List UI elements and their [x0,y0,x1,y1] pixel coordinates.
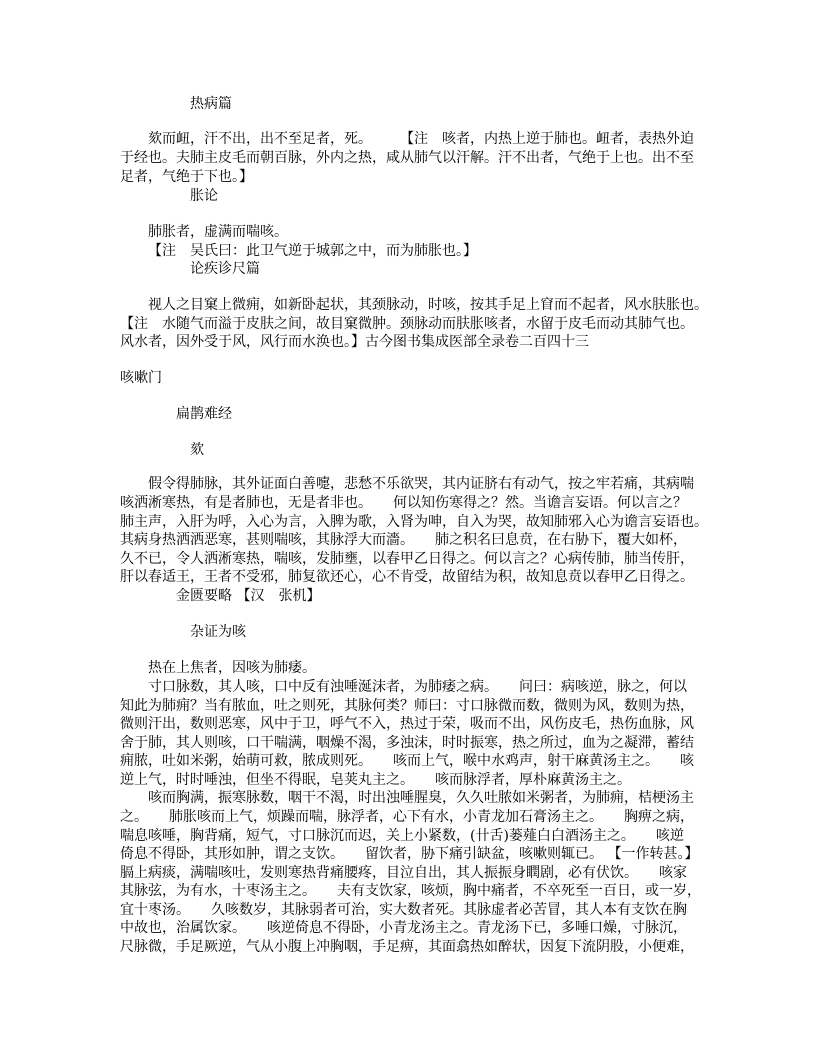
text-line: 热在上焦者，因咳为肺痿。 [148,660,316,676]
text-line: 欬而衄，汗不出，出不至足者，死。 【注 咳者，内热上逆于肺也。衄者，表热外迫 [148,131,694,147]
text-line: 其病身热洒洒恶寒，甚则喘咳，其脉浮大而濇。 肺之积名曰息贲，在右胁下，覆大如杯， [120,532,687,548]
text-line: 尺脉微，手足厥逆，气从小腹上冲胸咽，手足痹，其面翕热如醉状，因复下流阴股，小便难， [120,939,694,955]
text-line: 其脉弦，为有水，十枣汤主之。 夫有支饮家，咳烦，胸中痛者，不卒死至一百日，或一岁， [120,883,701,899]
text-line: 风水者，因外受于风，风行而水涣也。】古今图书集成医部全录卷二百四十三 [120,334,589,350]
text-line: 咳而胸满，振寒脉数，咽干不渴，时出浊唾腥臭，久久吐脓如米粥者，为肺痈，桔梗汤主 [148,790,694,806]
subsection-heading: 欬 [190,442,204,458]
section-heading: 论疾诊尺篇 [190,261,260,277]
text-line: 寸口脉数，其人咳，口中反有浊唾涎沫者，为肺痿之病。 问曰：病咳逆，脉之，何以 [148,679,687,695]
section-heading: 金匮要略 【汉 张机】 [176,588,321,604]
text-line: 于经也。夫肺主皮毛而朝百脉，外内之热，咸从肺气以汗解。汗不出者，气绝于上也。出不至 [120,150,694,166]
text-line: 【注 吴氏曰：此卫气逆于城郭之中，而为肺胀也。】 [148,243,477,259]
text-line: 足者，气绝于下也。】 [120,169,253,185]
text-line: 微则汗出，数则恶寒，风中于卫，呼气不入，热过于荣，吸而不出，风伤皮毛，热伤血脉，风 [120,716,694,732]
chapter-heading: 咳嗽门 [120,370,162,386]
section-heading: 热病篇 [190,96,232,112]
text-line: 之。 肺胀咳而上气，烦躁而喘，脉浮者，心下有水，小青龙加石膏汤主之。 胸痹之病， [120,809,694,825]
subsection-heading: 杂证为咳 [190,624,246,640]
text-line: 宜十枣汤。 久咳数岁，其脉弱者可治，实大数者死。其脉虚者必苦冒，其人本有支饮在胸 [120,902,687,918]
text-line: 【注 水随气而溢于皮肤之间，故目窠微肿。颈脉动而肤胀咳者，水留于皮毛而动其肺气也。 [120,316,694,332]
text-line: 痈脓，吐如米粥，始萌可救，脓成则死。 咳而上气，喉中水鸡声，射干麻黄汤主之。 咳 [120,753,694,769]
text-line: 肺主声，入肝为呼，入心为言，入脾为歌，入肾为呻，自入为哭，故知肺邪入心为谵言妄语也。 [120,514,708,530]
text-line: 知此为肺痈？当有脓血，吐之则死，其脉何类？师曰：寸口脉微而数，微则为风，数则为热， [120,698,694,714]
text-line: 肺胀者，虚满而喘咳。 [148,224,288,240]
text-line: 假令得肺脉，其外证面白善嚏，悲愁不乐欲哭，其内证脐右有动气，按之牢若痛，其病喘 [148,476,694,492]
text-line: 视人之目窠上微痈，如新卧起状，其颈脉动，时咳，按其手足上窅而不起者，风水肤胀也。 [148,297,708,313]
text-line: 久不已，令人洒淅寒热，喘咳，发肺壅，以春甲乙日得之。何以言之？心病传肺，肺当传肝， [120,551,694,567]
section-heading: 胀论 [190,188,218,204]
text-line: 中故也，治属饮家。 咳逆倚息不得卧，小青龙汤主之。青龙汤下已，多唾口燥，寸脉沉， [120,920,687,936]
text-line: 肝以春适王，王者不受邪，肺复欲还心，心不肯受，故留结为积，故知息贲以春甲乙日得之。 [120,569,694,585]
text-line: 咳洒淅寒热，有是者肺也，无是者非也。 何以知伤寒得之？然。当谵言妄语。何以言之？ [120,495,687,511]
text-line: 膈上病痰，满喘咳吐，发则寒热背痛腰疼，目泣自出，其人振振身瞤剧，必有伏饮。 咳家 [120,865,687,881]
text-line: 倚息不得卧，其形如肿，谓之支饮。 留饮者，胁下痛引缺盆，咳嗽则辄已。 【一作转甚。】 [120,846,699,862]
text-line: 逆上气，时时唾浊，但坐不得眠，皂荚丸主之。 咳而脉浮者，厚朴麻黄汤主之。 [120,772,631,788]
section-heading: 扁鹊难经 [176,406,232,422]
text-line: 喘息咳唾，胸背痛，短气，寸口脉沉而迟，关上小紧数，(卄舌)蒌薤白白酒汤主之。 咳逆 [120,828,684,844]
text-line: 舍于肺，其人则咳，口干喘满，咽燥不渴，多浊沫，时时振寒，热之所过，血为之凝滞，蓄结 [120,735,694,751]
